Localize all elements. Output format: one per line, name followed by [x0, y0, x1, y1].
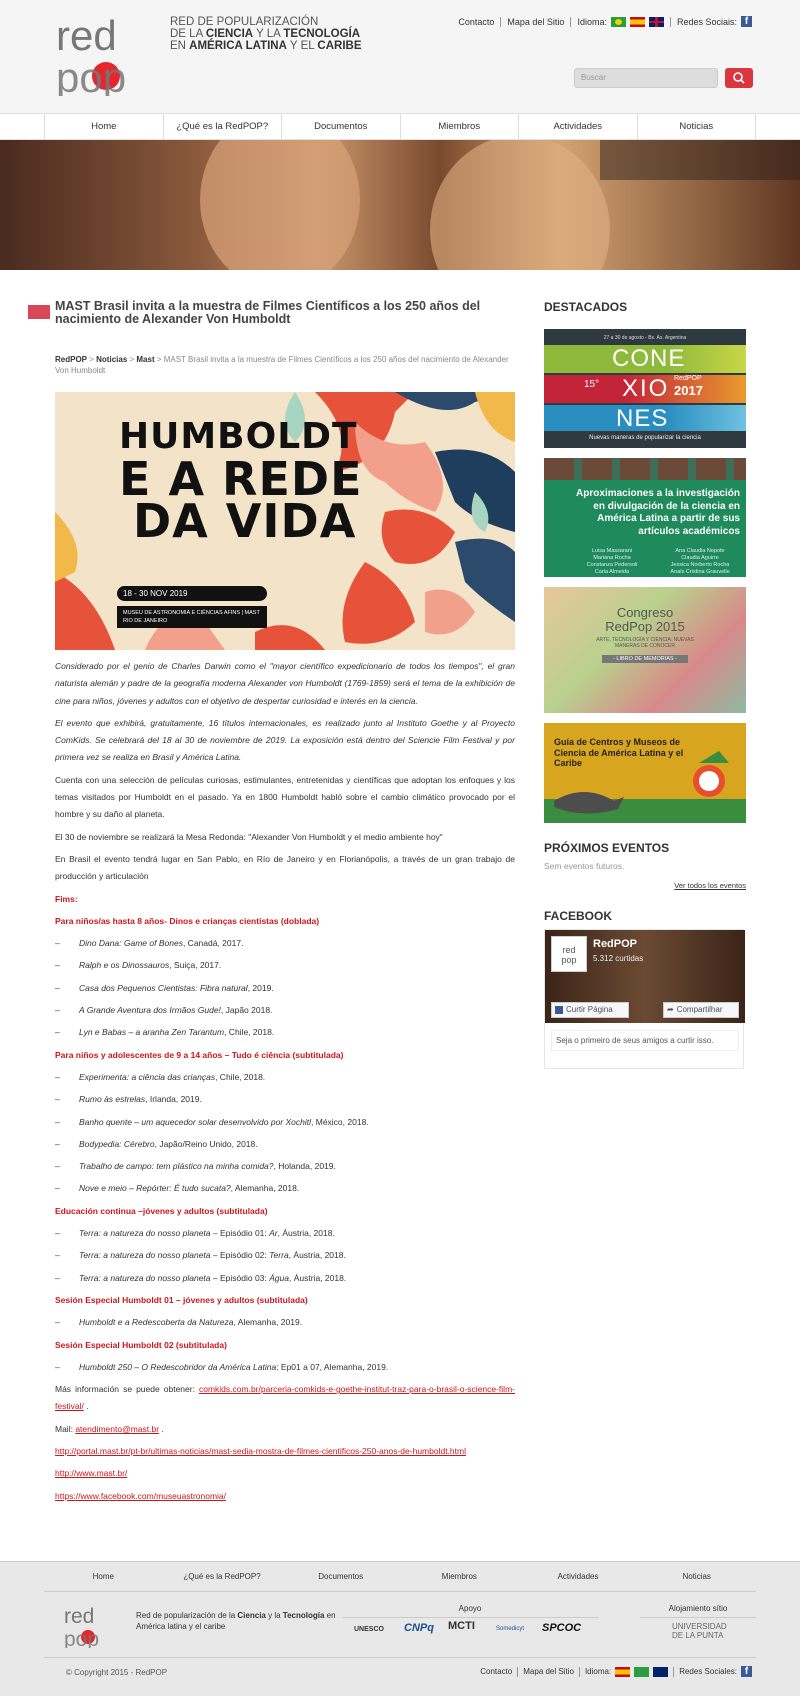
film-info: , Chile, 2018.: [215, 1071, 266, 1082]
paragraph: En Brasil el evento tendrá lugar en San Pablo, en Río de Janeiro y en Florianópolis, a través de un gran trabajo de producción y articulación: [55, 853, 515, 882]
film-info: , Chile, 2018.: [224, 1027, 275, 1038]
banner-text: CONE: [612, 345, 686, 372]
banner-text: XIO: [622, 375, 670, 402]
film-item: – Humboldt 250 – O Redescobridor da América Latina: Ep01 a 07, Alemanha, 2019.: [55, 1361, 389, 1372]
fb-page-avatar[interactable]: red pop: [551, 936, 587, 972]
site-footer: [0, 1561, 800, 1696]
paragraph: [55, 658, 515, 710]
ulp-text: UNIVERSIDAD: [672, 1622, 727, 1631]
film-item: – Dino Dana: Game of Bones, Canadá, 2017.: [55, 938, 244, 949]
films-heading: Fims:: [55, 893, 78, 904]
flag-brazil-icon[interactable]: [611, 17, 626, 27]
somedicyt-logo[interactable]: Somedicyt: [496, 1626, 525, 1632]
film-info: – Episódio 03:: [210, 1272, 270, 1283]
banner-text: Guía de Centros y Museos de Ciencia de América Latina y el Caribe: [554, 737, 684, 768]
fb-friends-text: Seja o primeiro de seus amigos a curtir isso.: [551, 1030, 739, 1051]
breadcrumb-noticias[interactable]: Noticias: [96, 355, 128, 364]
film-item: – Humboldt e a Redescoberta da Natureza, Alemanha, 2019.: [55, 1317, 303, 1328]
film-title: Casa dos Pequenos Cientistas: Fibra natural: [79, 982, 248, 993]
film-item: – Bodypedia: Cérebro, Japão/Reino Unido, 2018.: [55, 1138, 258, 1149]
film-info: Ar: [269, 1228, 278, 1239]
spcoc-logo[interactable]: SPCOC: [542, 1622, 582, 1634]
footer-logo[interactable]: [64, 1604, 112, 1648]
film-item: – Terra: a natureza do nosso planeta – Episódio 01: Ar, Áustria, 2018.: [55, 1228, 335, 1239]
film-info: , Suiça, 2017.: [169, 960, 222, 971]
footer-nav-documentos[interactable]: Documentos: [318, 1572, 364, 1581]
banner-text: NES: [616, 405, 669, 432]
paragraph: [55, 715, 515, 767]
footer-site-map-link[interactable]: Mapa del Sitio: [523, 1667, 574, 1676]
mast-news-link[interactable]: http://portal.mast.br/pt-br/ultimas-noticias/mast-sedia-mostra-de-filmes-cientificos-250-anos-de-humboldt.html: [55, 1445, 466, 1456]
film-title: Humboldt 250 – O Redescobridor da América Latina: [79, 1361, 277, 1372]
film-item: – Terra: a natureza do nosso planeta – Episódio 03: Água, Áustria, 2018.: [55, 1272, 347, 1283]
footer-logo-red: red: [64, 1605, 95, 1628]
fb-share-button[interactable]: [663, 1002, 739, 1018]
tagline-text: Y EL: [286, 39, 318, 52]
mail-label: Mail:: [55, 1423, 76, 1434]
banner-text: ARTE, TECNOLOGÍA Y CIENCIA: NUEVAS MANERAS DE CONOCER: [596, 637, 694, 649]
mcti-logo[interactable]: MCTI: [448, 1620, 475, 1632]
flag-spain-icon[interactable]: [615, 1667, 630, 1677]
banner-text: Aproximaciones a la investigación en divulgación de la ciencia en América Latina a partir de sus artículos académicos: [576, 488, 740, 537]
film-info: , Japão/Reino Unido, 2018.: [154, 1138, 258, 1149]
film-info: : Ep01 a 07, Alemanha, 2019.: [276, 1361, 389, 1372]
main-nav: [0, 113, 800, 140]
banner-text: RedPOP: [674, 375, 702, 382]
footer-nav-miembros[interactable]: Miembros: [441, 1572, 477, 1581]
no-events-text: Sem eventos futuros.: [544, 861, 625, 871]
banner-text: RedPop 2015: [605, 619, 685, 634]
film-info: , México, 2018.: [311, 1116, 369, 1127]
film-info: – Episódio 01:: [210, 1228, 270, 1239]
tagline-text: EN: [170, 39, 190, 52]
film-item: – Ralph e os Dinossauros, Suiça, 2017.: [55, 960, 222, 971]
footer-nav-actividades[interactable]: Actividades: [557, 1572, 599, 1581]
footer-nav-noticias[interactable]: Noticias: [682, 1572, 711, 1581]
banner-conexiones[interactable]: [544, 329, 746, 448]
film-list-1: [55, 935, 515, 1041]
mail-link[interactable]: atendimento@mast.br: [75, 1423, 160, 1434]
film-title: Bodypedia: Cérebro: [79, 1138, 155, 1149]
fb-likes: 5.312 curtidas: [593, 954, 644, 963]
film-item: – Trabalho de campo: tem plástico na minha comida?, Holanda, 2019.: [55, 1161, 336, 1172]
poster-venue-2: RIO DE JANEIRO: [123, 618, 168, 624]
ulp-text: DE LA PUNTA: [672, 1631, 724, 1640]
mast-site-link[interactable]: http://www.mast.br/: [55, 1468, 128, 1479]
film-item: – Experimenta: a ciência das crianças, Chile, 2018.: [55, 1071, 266, 1082]
cnpq-logo[interactable]: CNPq: [404, 1622, 434, 1634]
poster-venue-1: MUSEU DE ASTRONOMIA E CIÊNCIAS AFINS | MAST: [123, 610, 260, 616]
film-title: Experimenta: a ciência das crianças: [79, 1071, 216, 1082]
footer-desc-text: Ciencia: [237, 1611, 266, 1620]
film-info: , Holanda, 2019.: [273, 1161, 336, 1172]
film-title: A Grande Aventura dos Irmãos Gude!: [79, 1005, 221, 1016]
film-item: – Banho quente – um aquecedor solar desenvolvido por Xochitl, México, 2018.: [55, 1116, 369, 1127]
footer-desc-text: y la: [265, 1611, 283, 1620]
footer-links: [480, 1666, 752, 1677]
film-info: , Alemanha, 2018.: [230, 1183, 300, 1194]
facebook-heading: FACEBOOK: [544, 909, 613, 923]
paragraph: El 30 de noviembre se realizará la Mesa Redonda: "Alexander Von Humboldt y el medio ambiente hoy": [55, 831, 443, 842]
banner-aproximaciones[interactable]: [544, 458, 746, 577]
banner-guia-museos[interactable]: [544, 723, 746, 823]
more-info-label: Más información se puede obtener:: [55, 1384, 199, 1395]
breadcrumb-home[interactable]: RedPOP: [55, 355, 88, 364]
film-list-2: [55, 1069, 515, 1198]
fb-like-button[interactable]: [551, 1002, 629, 1018]
social-label: Redes Sociais:: [676, 16, 737, 27]
film-info: , 2019.: [247, 982, 274, 993]
contacto-link[interactable]: Contacto: [458, 16, 495, 27]
film-info: , Alemanha, 2019.: [233, 1317, 303, 1328]
breadcrumb: [55, 354, 516, 376]
paragraph: Cuenta con una selección de películas curiosas, estimulantes, entretenidas y científicas que adoptan los enfoques y los temas visitados por Humboldt en el pasado. Ya en 1800 Humboldt habló sobre el cambio climático provocado por el hombre y su daño al planeta.: [55, 774, 515, 820]
film-title: Banho quente – um aquecedor solar desenvolvido por Xochitl: [79, 1116, 312, 1127]
film-info: , Irlanda, 2019.: [145, 1094, 202, 1105]
share-icon: ➦: [667, 1005, 674, 1014]
film-item: – A Grande Aventura dos Irmãos Gude!, Japão 2018.: [55, 1005, 273, 1016]
tagline-text: CARIBE: [317, 39, 362, 52]
film-title: Terra: a natureza do nosso planeta: [79, 1228, 211, 1239]
film-info: , Japão 2018.: [220, 1005, 273, 1016]
comkids-link[interactable]: comkids.com.br/parceria-comkids-e-goethe-institut-traz-para-o-brasil-o-science-film-festival/: [55, 1384, 515, 1412]
film-item: – Lyn e Babas – a aranha Zen Tarantum, Chile, 2018.: [55, 1027, 275, 1038]
copyright: © Copyright 2015 - RedPOP: [66, 1668, 168, 1677]
breadcrumb-sep: >: [154, 355, 164, 364]
facebook-icon[interactable]: f: [741, 16, 752, 27]
breadcrumb-sep: >: [127, 355, 137, 364]
unesco-logo[interactable]: UNESCO: [354, 1626, 384, 1633]
tagline-text: TECNOLOGÍA: [283, 27, 361, 40]
ulp-logo[interactable]: [672, 1622, 727, 1640]
facebook-widget: [544, 929, 744, 1069]
footer-desc-text: en América latina y el caribe: [136, 1611, 336, 1631]
film-info: Água: [269, 1272, 289, 1283]
film-title: Trabalho de campo: tem plástico na minha comida?: [79, 1161, 274, 1172]
group-heading-1: Para niños/as hasta 8 años- Dinos e crianças cientistas (doblada): [55, 915, 320, 926]
top-links: [458, 16, 752, 27]
film-info: Terra: [269, 1250, 289, 1261]
footer-social-label: Redes Sociales:: [679, 1667, 737, 1676]
film-title: Ralph e os Dinossauros: [79, 960, 170, 971]
footer-desc-text: Tecnología: [282, 1611, 325, 1620]
search-input[interactable]: Buscar: [574, 68, 718, 88]
more-info: Más información se puede obtener: comkids.com.br/parceria-comkids-e-goethe-institut-traz-para-o-brasil-o-science-film-festival/ .: [55, 1384, 515, 1412]
banner-names: Ana Claudia Nepote Claudia Aguirre Jessica Norberto Rocha Anaïs Cristina Grauvelle: [670, 548, 730, 575]
film-title: Lyn e Babas – a aranha Zen Tarantum: [79, 1027, 225, 1038]
group-heading-3: Educación continua –jóvenes y adultos (subtitulada): [55, 1205, 268, 1216]
footer-nav: [44, 1562, 756, 1592]
facebook-icon: [555, 1006, 563, 1014]
footer-contacto-link[interactable]: Contacto: [480, 1667, 513, 1676]
breadcrumb-sep: >: [87, 355, 97, 364]
mast-facebook-link[interactable]: https://www.facebook.com/museuastronomia/: [55, 1490, 227, 1501]
paragraph-text: El evento que exhibirá, gratuitamente, 16 títulos internacionales, es realizado junto al Instituto Goethe y al Proyecto ComKids. Se celebrará del 18 al 30 de noviembre de 2019. La exposición está dentro del Sciencie Film Festival y por primera vez se realiza en Brasil y América Latina.: [55, 717, 515, 763]
group-heading-5: Sesión Especial Humboldt 02 (subtitulada): [55, 1339, 227, 1350]
search-button[interactable]: [725, 68, 753, 88]
destacados-heading: DESTACADOS: [544, 300, 628, 314]
humboldt-poster: [55, 392, 515, 650]
poster-title-3: DA VIDA: [133, 494, 357, 548]
poster-title-2: E A REDE: [119, 452, 363, 506]
film-item: – Terra: a natureza do nosso planeta – Episódio 02: Terra, Áustria, 2018.: [55, 1250, 346, 1261]
tagline-text: AMÉRICA LATINA: [189, 39, 287, 52]
fb-page-name[interactable]: RedPOP: [593, 938, 638, 950]
banner-text: 15°: [584, 379, 600, 390]
nav-que-es[interactable]: ¿Qué es la RedPOP?: [163, 114, 282, 140]
banner-names: Luisa Massarani Mariana Rocha Constanza Pedersoli Carla Almeida: [586, 548, 638, 575]
title-marker: [28, 305, 50, 319]
tagline-text: CIENCIA: [205, 27, 254, 40]
film-title: Terra: a natureza do nosso planeta: [79, 1272, 211, 1283]
film-info: , Áustria, 2018.: [277, 1228, 335, 1239]
banner-text: Nuevas maneras de popularizar la ciencia: [589, 435, 701, 441]
breadcrumb-mast[interactable]: Mast: [136, 355, 155, 364]
group-heading-4: Sesión Especial Humboldt 01 – jóvenes y adultos (subtitulada): [55, 1294, 308, 1305]
sidebar: [544, 300, 746, 1069]
site-map-link[interactable]: Mapa del Sitio: [507, 16, 565, 27]
flag-brazil-icon[interactable]: [634, 1667, 649, 1677]
nav-documentos[interactable]: Documentos: [281, 114, 400, 140]
fb-like-label: Curtir Página: [566, 1005, 613, 1014]
footer-nav-que-es[interactable]: ¿Qué es la RedPOP?: [183, 1572, 261, 1581]
proximos-heading: PRÓXIMOS EVENTOS: [544, 841, 670, 855]
mail-line: Mail: atendimento@mast.br .: [55, 1423, 164, 1434]
nav-home[interactable]: Home: [44, 114, 163, 140]
tagline-text: DE LA: [170, 27, 206, 40]
film-title: Nove e meio – Repórter: É tudo sucata?: [79, 1183, 231, 1194]
film-item: – Casa dos Pequenos Cientistas: Fibra natural, 2019.: [55, 982, 274, 993]
breadcrumb-current: MAST Brasil invita a la muestra de Filmes Científicos a los 250 años del nacimiento de Alexander Von Humboldt: [55, 355, 509, 375]
nav-actividades[interactable]: Actividades: [518, 114, 637, 140]
article: [28, 300, 516, 1505]
film-title: Humboldt e a Redescoberta da Natureza: [79, 1317, 234, 1328]
tagline-text: Y LA: [253, 27, 284, 40]
footer-description: [136, 1610, 336, 1632]
footer-logo-pop: pop: [64, 1628, 100, 1648]
hero-banner: [0, 140, 800, 270]
article-title: MAST Brasil invita a la muestra de Filmes Científicos a los 250 años del nacimiento de Alexander Von Humboldt: [55, 299, 481, 326]
language-label: Idioma:: [577, 16, 607, 27]
fb-share-label: Compartilhar: [676, 1005, 723, 1014]
article-body: [55, 658, 515, 1505]
banner-congreso-2015[interactable]: [544, 587, 746, 713]
banner-text: Congreso: [616, 605, 674, 620]
see-all-events-link[interactable]: Ver todos los eventos: [674, 881, 746, 890]
banner-text: 27 a 30 de agosto - Bs. As. Argentina: [603, 335, 687, 341]
alojamiento-heading: Alojamiento sítio: [640, 1604, 756, 1618]
banner-text: 2017: [674, 383, 703, 398]
film-info: , Áustria, 2018.: [288, 1250, 346, 1261]
film-title: Dino Dana: Game of Bones: [79, 938, 183, 949]
film-title: Rumo às estrelas: [79, 1094, 146, 1105]
film-info: – Episódio 02:: [210, 1250, 270, 1261]
flag-uk-icon[interactable]: [653, 1667, 668, 1677]
poster-dates: 18 - 30 NOV 2019: [117, 586, 267, 601]
facebook-icon[interactable]: f: [741, 1666, 752, 1677]
film-item: – Nove e meio – Repórter: É tudo sucata?, Alemanha, 2018.: [55, 1183, 300, 1194]
footer-nav-home[interactable]: Home: [92, 1572, 114, 1581]
redpop-logo[interactable]: [56, 12, 154, 96]
flag-spain-icon[interactable]: [630, 17, 645, 27]
banner-text: - LIBRO DE MEMORIAS -: [602, 655, 688, 663]
film-info: , Áustria, 2018.: [289, 1272, 347, 1283]
logo-red-text: red: [56, 12, 117, 59]
nav-noticias[interactable]: Noticias: [637, 114, 757, 140]
poster-title-1: HUMBOLDT: [119, 416, 358, 457]
footer-desc-text: Red de popularización de la: [136, 1611, 238, 1620]
nav-miembros[interactable]: Miembros: [400, 114, 519, 140]
group-heading-2: Para niños y adolescentes de 9 a 14 años – Tudo é ciência (subtitulada): [55, 1049, 344, 1060]
film-item: – Rumo às estrelas, Irlanda, 2019.: [55, 1094, 202, 1105]
site-tagline: [170, 17, 362, 52]
site-header: [0, 0, 800, 113]
apoyo-heading: Apoyo: [342, 1604, 598, 1618]
search-icon: [725, 68, 753, 88]
film-list-3: [55, 1225, 515, 1287]
logo-pop-text: pop: [56, 54, 127, 96]
tagline-line-1: RED DE POPULARIZACIÓN: [170, 16, 319, 28]
paragraph-text: Considerado por el genio de Charles Darwin como el "mayor científico expedicionario de todos los tiempos", el gran naturista alemán y padre de la geografía moderna Alexander von Humboldt (1769-1859) será el tema de la exhibición de cine para niños, jóvenes y adultos con el objetivo de despertar curiosidad e interés en la ciencia.: [55, 661, 515, 706]
film-info: , Canadá, 2017.: [182, 938, 244, 949]
flag-uk-icon[interactable]: [649, 17, 664, 27]
footer-language-label: Idioma:: [584, 1667, 612, 1676]
film-title: Terra: a natureza do nosso planeta: [79, 1250, 211, 1261]
